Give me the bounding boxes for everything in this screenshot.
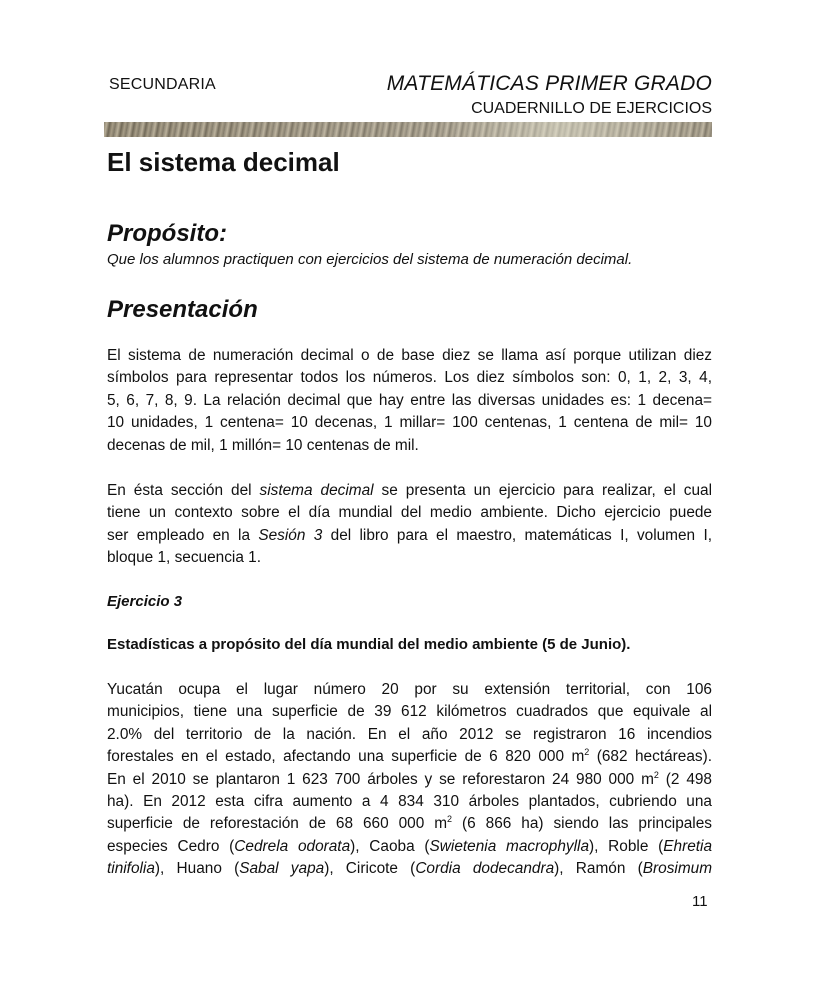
text-line: forestales en el estado, afectando una superficie de 6 820 000 $m^2$ (682 hectáreas). bbox=[107, 747, 712, 766]
text-line: decenas de mil, 1 millón= 10 centenas de mil. bbox=[107, 436, 419, 454]
presentation-paragraph-1 bbox=[107, 345, 712, 457]
text-line: tiene un contexto sobre el día mundial del medio ambiente. Dicho ejercicio puede bbox=[107, 504, 712, 522]
text-line: En el 2010 se plantaron 1 623 700 árboles y se reforestaron 24 980 000 $m^2$ (2 498 bbox=[107, 769, 712, 788]
text-line: especies Cedro (Cedrela odorata), Caoba (Swietenia macrophylla), Roble (Ehretia bbox=[107, 837, 713, 855]
text-line: tinifolia), Huano (Sabal yapa), Ciricote (Cordia dodecandra), Ramón (Brosimum bbox=[107, 860, 713, 878]
header-subtitle: CUADERNILLO DE EJERCICIOS bbox=[471, 100, 712, 117]
presentation-paragraph-2 bbox=[107, 480, 712, 570]
text-line: superficie de reforestación de 68 660 000 $m^2$ (6 866 ha) siendo las principales bbox=[107, 814, 712, 833]
text-line: 5, 6, 7, 8, 9. La relación decimal que hay entre las diversas unidades es: 1 decena= bbox=[107, 391, 712, 409]
text-line: municipios, tiene una superficie de 39 612 kilómetros cuadrados que equivale al bbox=[107, 703, 712, 721]
header-title: MATEMÁTICAS PRIMER GRADO bbox=[386, 72, 712, 95]
text-line: Yucatán ocupa el lugar número 20 por su extensión territorial, con 106 bbox=[107, 681, 712, 698]
purpose-text: Que los alumnos practiquen con ejercicios del sistema de numeración decimal. bbox=[107, 251, 633, 268]
purpose-heading: Propósito: bbox=[107, 220, 227, 247]
text-line: ser empleado en la Sesión 3 del libro para el maestro, matemáticas I, volumen I, bbox=[107, 526, 712, 544]
text-line: El sistema de numeración decimal o de base diez se llama así porque utilizan diez bbox=[107, 347, 712, 364]
header-banner-image bbox=[104, 122, 712, 137]
exercise-label: Ejercicio 3 bbox=[107, 593, 183, 610]
text-line: ha). En 2012 esta cifra aumento a 4 834 310 árboles plantados, cubriendo una bbox=[107, 793, 712, 811]
text-line: En ésta sección del sistema decimal se presenta un ejercicio para realizar, el cual bbox=[107, 482, 712, 499]
page-title: El sistema decimal bbox=[107, 147, 340, 177]
text-line: símbolos para representar todos los números. Los diez símbolos son: 0, 1, 2, 3, 4, bbox=[107, 369, 712, 387]
page-number: 11 bbox=[692, 893, 708, 910]
exercise-paragraph bbox=[107, 679, 712, 881]
text-line: bloque 1, secuencia 1. bbox=[107, 549, 262, 567]
text-line: 10 unidades, 1 centena= 10 decenas, 1 millar= 100 centenas, 1 centena de mil= 10 bbox=[107, 414, 712, 432]
header-level: SECUNDARIA bbox=[109, 76, 216, 93]
text-line: 2.0% del territorio de la nación. En el año 2012 se registraron 16 incendios bbox=[107, 725, 712, 743]
presentation-heading: Presentación bbox=[107, 296, 258, 323]
exercise-heading: Estadísticas a propósito del día mundial del medio ambiente (5 de Junio). bbox=[107, 636, 631, 653]
